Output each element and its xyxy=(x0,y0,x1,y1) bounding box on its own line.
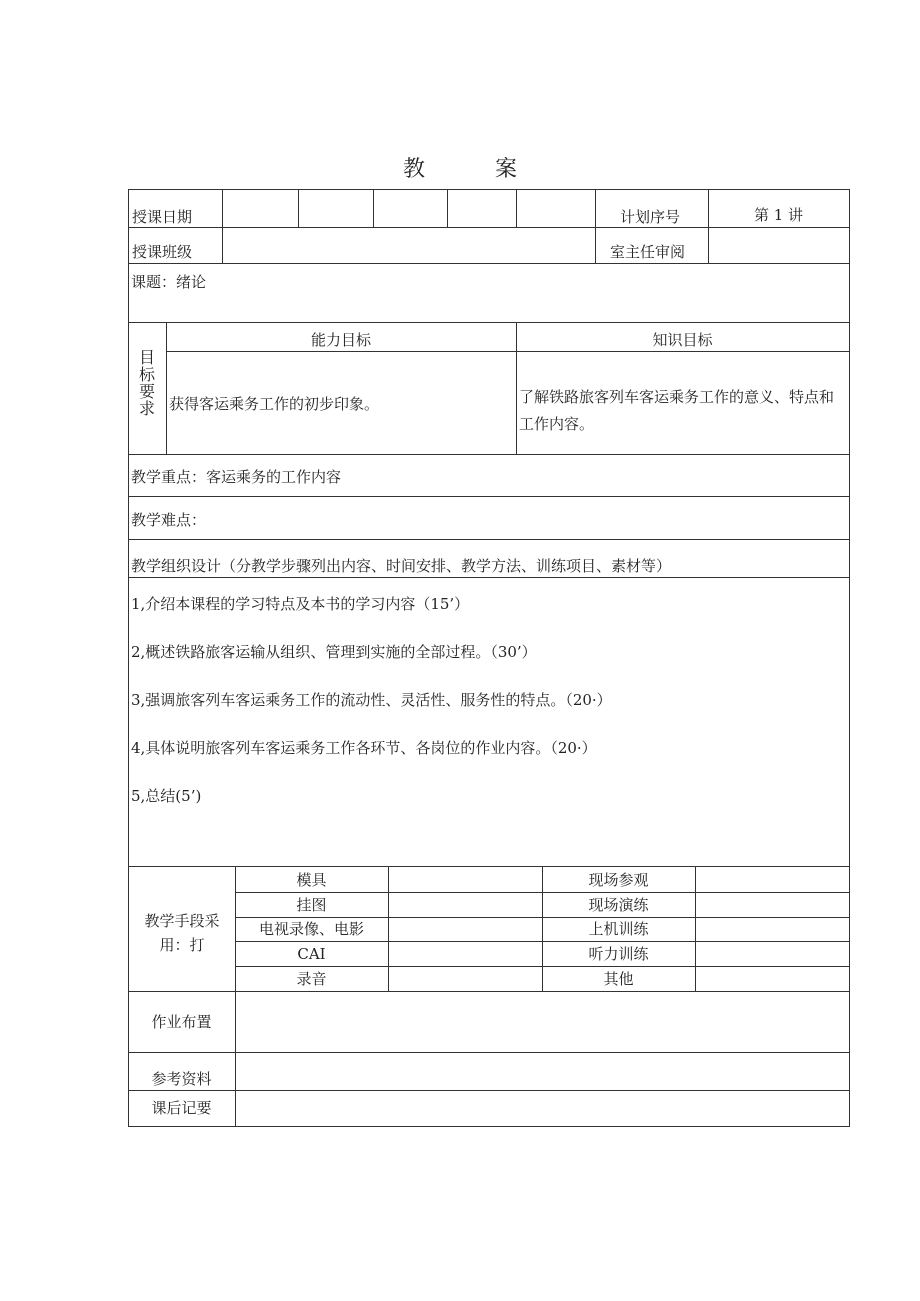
means-right-item: 上机训练 xyxy=(588,920,649,938)
rule xyxy=(128,189,129,1127)
rule xyxy=(128,496,850,497)
rule xyxy=(128,1052,850,1053)
topic: 课题：绪论 xyxy=(131,273,207,291)
rule xyxy=(516,189,517,227)
rule xyxy=(128,539,850,540)
homework-label: 作业布置 xyxy=(151,1013,212,1031)
rule xyxy=(128,991,850,992)
goals-side-label xyxy=(128,349,166,417)
rule xyxy=(595,189,596,263)
rule xyxy=(373,189,374,227)
title-right-char: 案 xyxy=(495,157,518,182)
rule xyxy=(128,866,850,867)
means-left-item: 模具 xyxy=(296,871,327,889)
review-label: 室主任审阅 xyxy=(610,243,686,261)
means-right-item: 现场演练 xyxy=(588,896,649,914)
means-right-item: 现场参观 xyxy=(588,871,649,889)
step-item: 5,总结(5’) xyxy=(131,787,202,805)
means-label: 教学手段采用：打 xyxy=(144,912,220,954)
rule xyxy=(128,454,850,455)
step-item: 3,强调旅客列车客运乘务工作的流动性、灵活性、服务性的特点。（20·） xyxy=(131,691,612,709)
step-item: 1,介绍本课程的学习特点及本书的学习内容（15’） xyxy=(131,595,470,613)
title-left-char: 教 xyxy=(402,157,425,182)
knowledge-text: 了解铁路旅客列车客运乘务工作的意义、特点和工作内容。 xyxy=(519,388,835,433)
document-title xyxy=(0,152,920,186)
key-point: 教学重点：客运乘务的工作内容 xyxy=(131,468,342,486)
step-item: 2,概述铁路旅客运输从组织、管理到实施的全部过程。（30’） xyxy=(131,643,537,661)
date-label: 授课日期 xyxy=(132,208,193,226)
ability-header: 能力目标 xyxy=(310,331,371,349)
class-label: 授课班级 xyxy=(132,243,193,261)
means-right-item: 听力训练 xyxy=(588,945,649,963)
means-right-item: 其他 xyxy=(603,970,634,988)
plan-no-value: 第 1 讲 xyxy=(753,206,804,224)
rule xyxy=(222,189,223,263)
step-item: 4,具体说明旅客列车客运乘务工作各环节、各岗位的作业内容。（20·） xyxy=(131,739,597,757)
goals-side-char: 求 xyxy=(138,399,155,418)
rule xyxy=(708,189,709,263)
goals-side-char: 要 xyxy=(138,382,155,401)
rule xyxy=(849,189,850,1127)
means-left-item: CAI xyxy=(297,945,326,963)
rule xyxy=(128,189,850,190)
ability-text: 获得客运乘务工作的初步印象。 xyxy=(169,395,380,413)
rule xyxy=(128,1126,850,1127)
rule xyxy=(298,189,299,227)
means-left-item: 电视录像、电影 xyxy=(258,920,364,938)
goals-side-char: 目 xyxy=(138,348,155,367)
rule xyxy=(128,263,850,264)
goals-side-char: 标 xyxy=(138,365,155,384)
rule xyxy=(128,1090,850,1091)
notes-label: 课后记要 xyxy=(151,1099,212,1117)
lesson-plan-table xyxy=(128,189,850,1127)
reference-label: 参考资料 xyxy=(151,1070,212,1088)
rule xyxy=(447,189,448,227)
rule xyxy=(166,351,850,352)
means-left-item: 录音 xyxy=(296,970,327,988)
means-left-item: 挂图 xyxy=(296,896,327,914)
rule xyxy=(128,227,850,228)
design-header: 教学组织设计（分教学步骤列出内容、时间安排、教学方法、训练项目、素材等） xyxy=(131,557,672,575)
knowledge-header: 知识目标 xyxy=(652,331,713,349)
plan-no-label: 计划序号 xyxy=(620,208,681,226)
rule xyxy=(128,577,850,578)
rule xyxy=(388,866,389,991)
difficulty: 教学难点： xyxy=(131,511,207,529)
rule xyxy=(128,322,850,323)
rule xyxy=(695,866,696,991)
